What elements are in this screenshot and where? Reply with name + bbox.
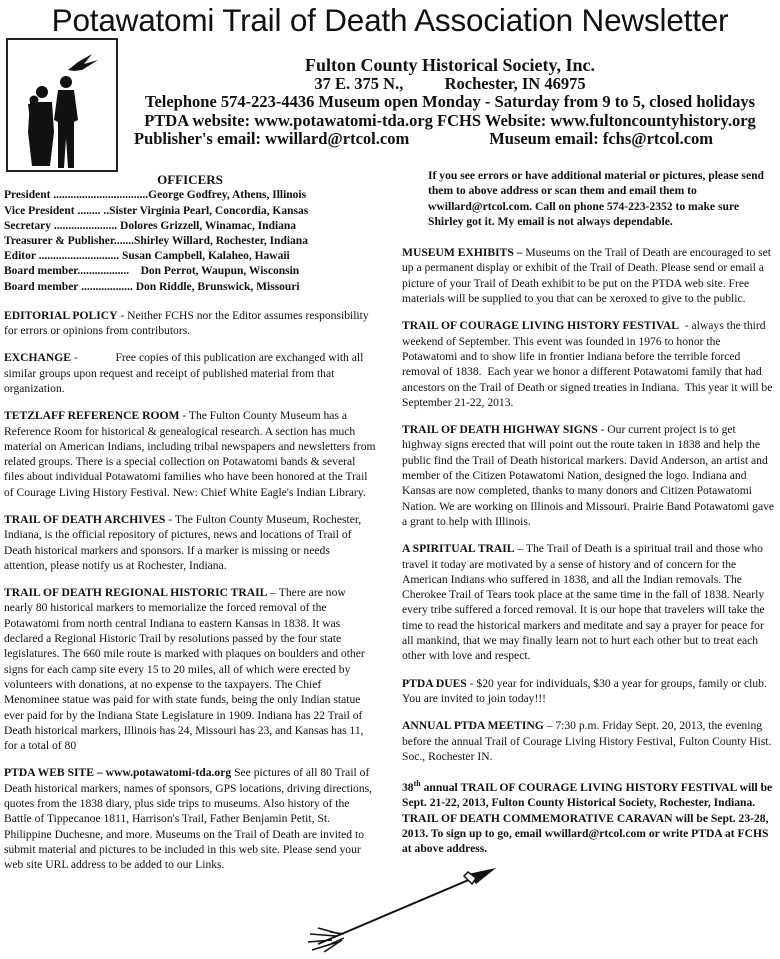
emails [120, 130, 780, 149]
officer-row [4, 280, 376, 295]
regional-historic-trail [4, 585, 376, 753]
highway-text: - Our current project is to get highway signs erected that will point out the route taken in 1838 and help the public find the Trail of Death historical markers. David Anderson, an artist and member of the Citizen Potawatomi Nation, designed the logo. Indiana and Kansas are now completed, thanks to many donors and Citizen Potawatomi Nation. We are working on Illinois and Missouri. Prairie Band Potawatomi gave a grant to help with Illinois. [402, 423, 775, 528]
museum-email: Museum email: fchs@rtcol.com [489, 129, 714, 148]
tetzlaff-heading: TETZLAFF REFERENCE ROOM [4, 409, 180, 423]
newsletter-title: Potawatomi Trail of Death Association Newsletter [51, 2, 729, 38]
exchange-text: - Free copies of this publication are exchanged with all similar groups upon request and receipt of published material from that organization. [4, 351, 367, 395]
officer-role: Secretary ...................... [4, 219, 121, 232]
masthead [120, 56, 780, 149]
trail-of-courage-festival [402, 318, 776, 410]
museum-exhibits [402, 245, 776, 306]
websites: PTDA website: www.potawatomi-tda.org FCHS Website: www.fultoncountyhistory.org [144, 110, 756, 130]
trail-archives [4, 512, 376, 573]
regional-text: – There are now nearly 80 historical markers to memorialize the forced removal of the Potawatomi from north central Indiana to eastern Kansas in 1838. It was declared a Regional Historic Trail by resolutions passed by the four state legislatures. The 660 mile route is marked with plaques on boulders and other signs for each camp site every 15 to 20 miles, all of which were erected by volunteers with donations, at no expense to the taxpayers. The Chief Menominee statue was paid for with state funds, being the only Indian statue ever paid for by the Indiana State Legislature in 1909. Indiana has 22 Trail of Death historical markers, Illinois has 24, Missouri has 23, and Kansas has 11, for a total of 80 [4, 586, 365, 753]
left-column [4, 172, 376, 885]
officer-row [4, 219, 376, 234]
website-text: See pictures of all 80 Trail of Death historical markers, names of sponsors, GPS locations, driving directions, quotes from the 1838 diary, plus side trips to museums. Also history of the Battle of Tippecanoe 1811, Harrison's Trail, Father Benjamin Petit, St. Philippine Duchesne, and more. Museums on the Trail of Death are invited to submit material and pictures to be included in this web site. Please send your web site URL address to be added to our Links. [4, 766, 373, 872]
tetzlaff-text: - The Fulton County Museum has a Reference Room for historical & genealogical research. A section has much material on American Indians, including tribal newspapers and newsletters from related groups. There is a special collection on Potawatomi bands & several files about individual Potawatomi families who have been honored at the Trail of Courage Living History Festival. New: Chief White Eagle's Indian Library. [4, 409, 376, 499]
ptda-dues [402, 676, 776, 707]
regional-heading: TRAIL OF DEATH REGIONAL HISTORIC TRAIL [4, 586, 268, 600]
officer-name: Dolores Grizzell, Winamac, Indiana [120, 219, 297, 232]
website-heading: PTDA WEB SITE – www.potawatomi-tda.org [4, 766, 232, 780]
spiritual-heading: A SPIRITUAL TRAIL [402, 542, 515, 556]
caravan-notice: TRAIL OF DEATH COMMEMORATIVE CARAVAN will be Sept. 23-28, 2013. To sign up to go, email wwillard@rtcol.com or write PTDA at FCHS at above address. [402, 811, 769, 856]
officer-name: Don Riddle, Brunswick, Missouri [135, 280, 300, 293]
museum-heading: MUSEUM EXHIBITS – [402, 246, 523, 260]
spiritual-trail [402, 541, 776, 663]
feathered-arrow-icon [300, 862, 500, 954]
editorial-policy [4, 308, 376, 339]
officer-role: Editor ............................ [4, 250, 122, 263]
meeting-heading: ANNUAL PTDA MEETING [402, 719, 544, 733]
officer-name: George Godfrey, Athens, Illinois [148, 189, 307, 202]
officer-role: Vice President ........ .. [4, 204, 110, 217]
officer-name: Sister Virginia Pearl, Concordia, Kansas [109, 204, 309, 217]
ptda-web-site [4, 765, 376, 872]
exchange-heading: EXCHANGE [4, 351, 71, 365]
annual-meeting [402, 718, 776, 764]
museum-text: Museums on the Trail of Death are encouraged to set up a permanent display or exhibit of the Trail of Death. Please send or email a picture of your Trail of Death exhibit to be put on the PTDA web site. Free materials will be supplied to you that can be xeroxed to give to the public. [402, 246, 772, 306]
editorial-text: - Neither FCHS nor the Editor assumes responsibility for errors or opinions from contributors. [4, 308, 372, 338]
archives-text: - The Fulton County Museum, Rochester, Indiana, is the official repository of pictures, news and locations of Trail of Death historical markers and sponsors. If a marker is missing or needs attention, please notify us at Rochester, Indiana. [4, 512, 362, 572]
officer-role: Board member.................. [4, 265, 141, 278]
festival-heading: TRAIL OF COURAGE LIVING HISTORY FESTIVAL [402, 319, 679, 333]
festival-ordinal-number: 38 [402, 780, 414, 794]
officer-name: Don Perrot, Waupun, Wisconsin [140, 265, 300, 278]
spiritual-text: – The Trail of Death is a spiritual trail and those who travel it today are motivated by a sense of history and of concern for the American Indians who suffered in 1838, and all the Indian removals. The Cherokee Trail of Tears took place at the same time in the fall of 1838. Nearly every tribe suffered a forced removal. It is our hope that travelers will take the time to read the historical markers and meditate and say a prayer for peace for all mankind, that we may finally learn not to hurt each other but to treat each other with love and respect. [402, 542, 765, 663]
officer-role: President ................................. [4, 189, 149, 202]
highway-heading: TRAIL OF DEATH HIGHWAY SIGNS [402, 423, 598, 437]
editorial-heading: EDITORIAL POLICY [4, 308, 118, 322]
festival-38-text: annual TRAIL OF COURAGE LIVING HISTORY FESTIVAL will be Sept. 21-22, 2013, Fulton County Historical Society, Rochester, Indiana. [402, 780, 773, 810]
org-name: Fulton County Historical Society, Inc. [304, 55, 595, 75]
officer-role: Treasurer & Publisher....... [4, 234, 135, 247]
festival-38th-notice [402, 776, 776, 810]
exchange [4, 350, 376, 396]
highway-signs [402, 422, 776, 529]
tetzlaff-reference-room [4, 408, 376, 500]
right-column [402, 168, 776, 868]
festival-ordinal-suffix: th [413, 779, 421, 789]
officer-name: Susan Campbell, Kalaheo, Hawaii [122, 250, 290, 263]
potawatomi-family-eagle-icon [6, 38, 118, 172]
errors-note: If you see errors or have additional material or pictures, please send them to above address or scan them and email them to wwillard@rtcol.com. Call on phone 574-223-2352 to make sure Shirley got it. My email is not always dependable. [428, 169, 764, 228]
officer-role: Board member .................. [4, 280, 136, 293]
officer-row [4, 188, 376, 203]
officer-row [4, 204, 376, 219]
officers-list [4, 188, 376, 294]
publisher-email: Publisher's email: wwillard@rtcol.com [134, 129, 410, 148]
officer-row [4, 249, 376, 264]
dues-text: - $20 year for individuals, $30 a year for groups, family or club. You are invited to join today!!! [402, 676, 767, 705]
festival-text: - always the third weekend of September. This event was founded in 1976 to honor the Potawatomi and to show life in frontier Indiana before the terrible forced removal of 1838. Each year we honor a different Potawatomi family that had ancestors on the Trail of Death or signed treaties in Indiana. This year it will be September 21-22, 2013. [402, 319, 776, 409]
phone-hours: Telephone 574-223-4436 Museum open Monday - Saturday from 9 to 5, closed holidays [144, 92, 756, 111]
officer-name: Shirley Willard, Rochester, Indiana [134, 234, 308, 247]
officers-heading: OFFICERS [157, 172, 223, 187]
archives-heading: TRAIL OF DEATH ARCHIVES [4, 512, 166, 526]
officer-row [4, 234, 376, 249]
dues-heading: PTDA DUES [402, 676, 467, 690]
address: 37 E. 375 N., Rochester, IN 46975 [314, 73, 586, 93]
meeting-text: – 7:30 p.m. Friday Sept. 20, 2013, the evening before the annual Trail of Courage Living History Festival, Fulton County Hist. Soc., Rochester IN. [402, 719, 772, 763]
officer-row [4, 264, 376, 279]
